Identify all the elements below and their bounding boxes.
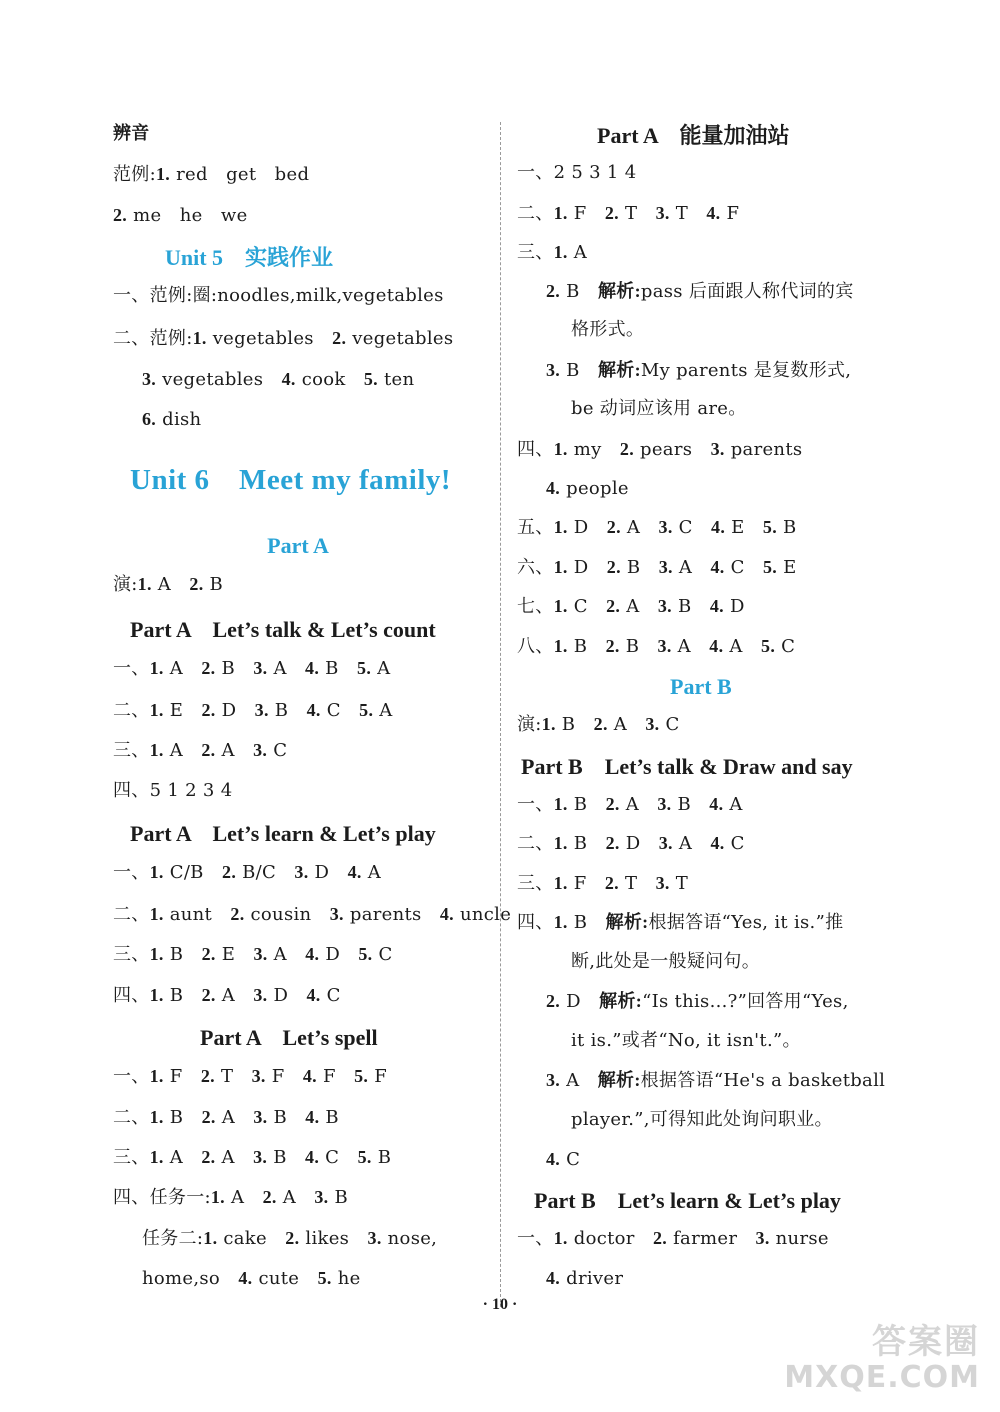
answer-line: 三、1. A 2. A 3. C — [113, 740, 288, 761]
part-b-heading: Part B — [670, 674, 732, 699]
answer-line: 范例:1. red get bed — [113, 164, 310, 185]
section-label-biany: 辨音 — [113, 123, 150, 144]
column-divider — [500, 122, 501, 1307]
answer-line: player.”,可得知此处询问职业。 — [571, 1109, 833, 1130]
answer-line: 二、范例:1. vegetables 2. vegetables — [113, 328, 454, 349]
answer-line: 四、5 1 2 3 4 — [113, 780, 233, 801]
section-heading: Part A Let’s learn & Let’s play — [130, 821, 436, 846]
answer-line: 2. me he we — [113, 205, 248, 226]
answer-line: 八、1. B 2. B 3. A 4. A 5. C — [517, 636, 796, 657]
answer-line: 一、2 5 3 1 4 — [517, 162, 637, 183]
answer-line: 3. vegetables 4. cook 5. ten — [142, 369, 415, 390]
answer-line: 一、1. C/B 2. B/C 3. D 4. A — [113, 862, 382, 883]
answer-line: 一、1. B 2. A 3. B 4. A — [517, 794, 743, 815]
page-number: · 10 · — [482, 1296, 518, 1313]
answer-line: 四、1. B 解析:根据答语“Yes, it is.”推 — [517, 912, 844, 933]
answer-line: 格形式。 — [571, 319, 645, 340]
answer-line: 二、1. B 2. A 3. B 4. B — [113, 1107, 339, 1128]
answer-line: 断,此处是一般疑问句。 — [571, 951, 761, 972]
answer-line: 七、1. C 2. A 3. B 4. D — [517, 596, 745, 617]
answer-line: 三、1. B 2. E 3. A 4. D 5. C — [113, 944, 393, 965]
answer-line: 4. driver — [546, 1268, 624, 1289]
answer-line: 三、1. F 2. T 3. T — [517, 873, 689, 894]
unit6-title: Unit 6 Meet my family! — [130, 464, 452, 496]
answer-line: be 动词应该用 are。 — [571, 398, 747, 419]
section-heading: Part A Let’s talk & Let’s count — [130, 617, 436, 642]
watermark-site: MXQE.COM — [784, 1360, 980, 1395]
answer-line: 四、1. B 2. A 3. D 4. C — [113, 985, 341, 1006]
answer-line: 六、1. D 2. B 3. A 4. C 5. E — [517, 557, 797, 578]
answer-line: 三、1. A — [517, 242, 588, 263]
answer-line: 4. people — [546, 478, 629, 499]
answer-line: 二、1. E 2. D 3. B 4. C 5. A — [113, 700, 393, 721]
answer-line: 6. dish — [142, 409, 202, 430]
answer-line: 一、1. F 2. T 3. F 4. F 5. F — [113, 1066, 387, 1087]
section-heading: Part B Let’s learn & Let’s play — [534, 1188, 841, 1213]
answer-line: 4. C — [546, 1149, 581, 1170]
answer-line: 3. B 解析:My parents 是复数形式, — [546, 360, 852, 381]
answer-line: 一、1. doctor 2. farmer 3. nurse — [517, 1228, 829, 1249]
answer-line: 三、1. A 2. A 3. B 4. C 5. B — [113, 1147, 392, 1168]
answer-line: 演:1. A 2. B — [113, 574, 224, 595]
answer-line: 五、1. D 2. A 3. C 4. E 5. B — [517, 517, 797, 538]
answer-line: home,so 4. cute 5. he — [142, 1268, 361, 1289]
part-a-heading: Part A — [267, 533, 329, 558]
watermark-logo: 答案圈 — [872, 1322, 980, 1362]
watermark — [784, 1322, 980, 1394]
answer-line: 四、任务一:1. A 2. A 3. B — [113, 1187, 349, 1208]
answer-line: 二、1. F 2. T 3. T 4. F — [517, 203, 740, 224]
answer-line: 一、范例:圈:noodles,milk,vegetables — [113, 285, 444, 306]
section-heading: Part A Let’s spell — [200, 1025, 378, 1050]
section-heading: Part A 能量加油站 — [597, 123, 790, 148]
answer-line: 演:1. B 2. A 3. C — [517, 714, 680, 735]
answer-line: 四、1. my 2. pears 3. parents — [517, 439, 803, 460]
answer-line: 任务二:1. cake 2. likes 3. nose, — [142, 1228, 438, 1249]
answer-line: 2. D 解析:“Is this...?”回答用“Yes, — [546, 991, 849, 1012]
answer-line: 2. B 解析:pass 后面跟人称代词的宾 — [546, 281, 854, 302]
unit5-title: Unit 5 实践作业 — [164, 245, 334, 270]
answer-line: it is.”或者“No, it isn't.”。 — [571, 1030, 801, 1051]
answer-line: 3. A 解析:根据答语“He's a basketball — [546, 1070, 886, 1091]
section-heading: Part B Let’s talk & Draw and say — [521, 754, 853, 779]
answer-line: 二、1. aunt 2. cousin 3. parents 4. uncle — [113, 904, 512, 925]
answer-line: 一、1. A 2. B 3. A 4. B 5. A — [113, 658, 391, 679]
answer-line: 二、1. B 2. D 3. A 4. C — [517, 833, 745, 854]
